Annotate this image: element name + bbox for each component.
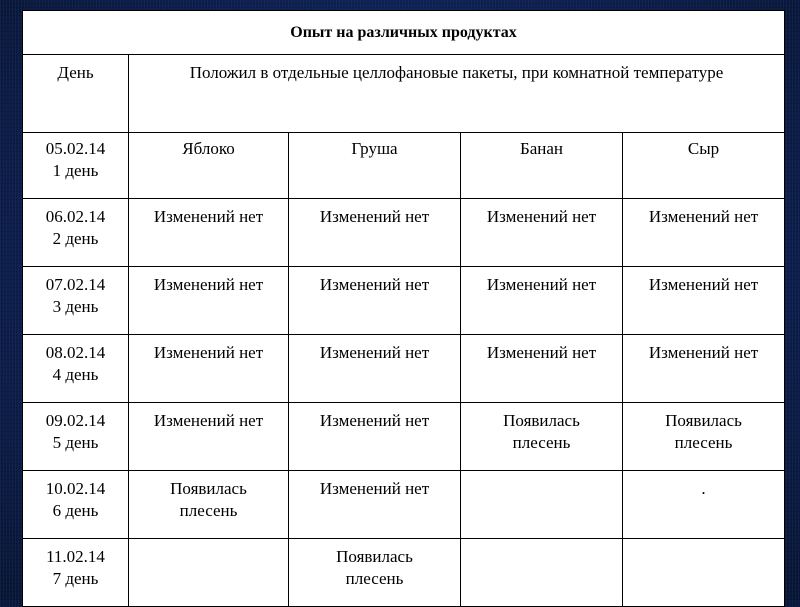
date-text: 09.02.14 [45, 411, 106, 430]
date-text: 08.02.14 [45, 343, 106, 362]
observation-cell [461, 539, 623, 607]
observation-text: Появилась [336, 547, 413, 566]
day-cell [23, 267, 129, 335]
observation-text: Изменений нет [648, 207, 759, 226]
observation-cell [129, 199, 289, 267]
observation-text: Появилась [665, 411, 742, 430]
observation-text: Изменений нет [153, 411, 264, 430]
observation-text: . [701, 479, 706, 498]
observation-text: плесень [179, 501, 238, 520]
day-number-text: 6 день [52, 501, 99, 520]
observation-cell [289, 403, 461, 471]
observation-cell [129, 403, 289, 471]
day-number-text: 7 день [52, 569, 99, 588]
observation-cell [623, 335, 785, 403]
observation-cell [129, 539, 289, 607]
observation-text: Изменений нет [648, 275, 759, 294]
observation-cell [289, 335, 461, 403]
observation-cell [461, 267, 623, 335]
header-row [23, 55, 785, 133]
observation-text: плесень [512, 433, 571, 452]
observation-text: Изменений нет [319, 479, 430, 498]
observation-text: Изменений нет [486, 343, 597, 362]
table-row [23, 267, 785, 335]
day-number-text: 2 день [52, 229, 99, 248]
observation-text: плесень [674, 433, 733, 452]
table-title: Опыт на различных продуктах [23, 11, 785, 55]
observation-text: Изменений нет [319, 275, 430, 294]
observation-text: Изменений нет [153, 343, 264, 362]
observation-cell [623, 199, 785, 267]
observation-cell [461, 403, 623, 471]
day-cell [23, 539, 129, 607]
observation-text: Изменений нет [153, 275, 264, 294]
observation-cell [289, 471, 461, 539]
day-column-header: День [23, 55, 129, 133]
observation-cell [461, 335, 623, 403]
observation-cell [623, 471, 785, 539]
observation-text: Появилась [170, 479, 247, 498]
observation-text: плесень [345, 569, 404, 588]
date-text: 06.02.14 [45, 207, 106, 226]
observation-text: Изменений нет [319, 411, 430, 430]
date-text: 11.02.14 [46, 547, 105, 566]
product-cheese: Сыр [623, 133, 785, 199]
table-row [23, 403, 785, 471]
product-pear: Груша [289, 133, 461, 199]
observation-cell [289, 199, 461, 267]
day-cell [23, 133, 129, 199]
table-row [23, 471, 785, 539]
date-text: 10.02.14 [45, 479, 106, 498]
day-cell [23, 335, 129, 403]
date-text: 05.02.14 [45, 139, 106, 158]
experiment-table [22, 10, 785, 607]
observation-cell [289, 539, 461, 607]
observation-cell [461, 199, 623, 267]
day-cell [23, 471, 129, 539]
observation-cell [623, 403, 785, 471]
observation-cell [289, 267, 461, 335]
day-number-text: 5 день [52, 433, 99, 452]
observation-cell [129, 335, 289, 403]
day-cell [23, 199, 129, 267]
observation-cell [129, 471, 289, 539]
observation-text: Изменений нет [486, 207, 597, 226]
observation-text: Изменений нет [648, 343, 759, 362]
observation-cell [129, 267, 289, 335]
observation-text: Изменений нет [153, 207, 264, 226]
table-row [23, 335, 785, 403]
table-row [23, 199, 785, 267]
product-banana: Банан [461, 133, 623, 199]
observation-text: Изменений нет [319, 343, 430, 362]
product-apple: Яблоко [129, 133, 289, 199]
day-number-text: 3 день [52, 297, 99, 316]
day-number-text: 4 день [52, 365, 99, 384]
observation-cell [623, 267, 785, 335]
observation-cell [461, 471, 623, 539]
observation-rows [23, 199, 785, 607]
observation-text: Появилась [503, 411, 580, 430]
products-row [23, 133, 785, 199]
observation-cell [623, 539, 785, 607]
title-row [23, 11, 785, 55]
observation-text: Изменений нет [486, 275, 597, 294]
condition-header: Положил в отдельные целлофановые пакеты, при комнатной температуре [129, 55, 785, 133]
date-text: 07.02.14 [45, 275, 106, 294]
table-row [23, 539, 785, 607]
observation-text: Изменений нет [319, 207, 430, 226]
day-cell [23, 403, 129, 471]
day-number-text: 1 день [52, 161, 99, 180]
